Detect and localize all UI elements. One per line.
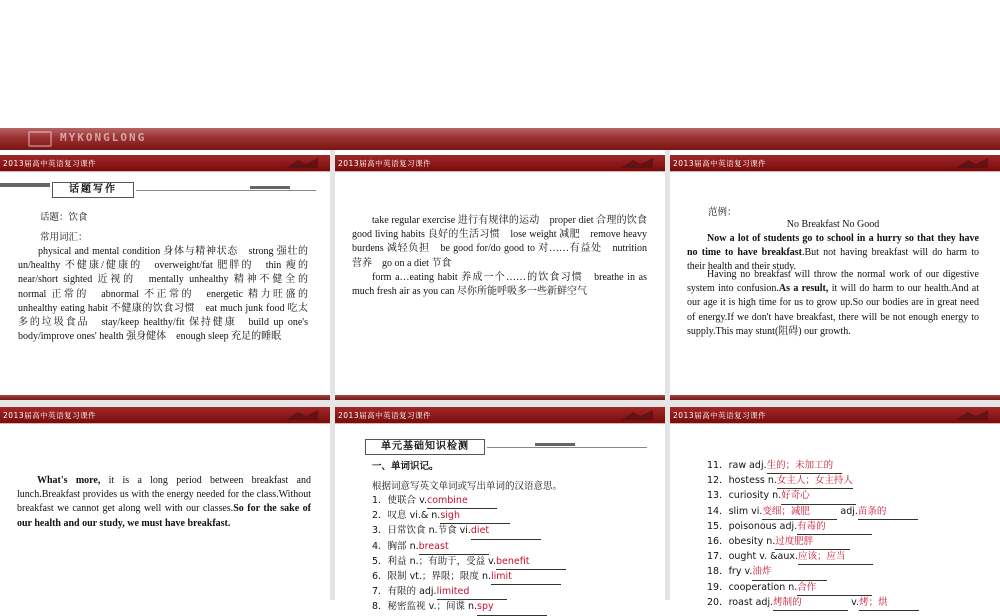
- question-text: 17．ought v. &aux.: [707, 551, 799, 563]
- answer-blank[interactable]: 油炸: [752, 565, 827, 580]
- question-text: 12．hostess n.: [707, 475, 777, 487]
- slide-header: [670, 407, 1000, 424]
- vocab-paragraph-2: form a…eating habit 养成一个……的饮食习惯 breathe in as much fresh air as you can 尽你所能呼吸多一些新鲜空气: [352, 272, 647, 298]
- answer-blank[interactable]: breast: [419, 540, 489, 555]
- question-text: 1．使联合 v.: [372, 495, 427, 506]
- emblem-icon: [619, 157, 655, 169]
- slide-sample-essay[interactable]: [670, 155, 1000, 395]
- row-divider: [0, 395, 1000, 407]
- question-row: [372, 540, 632, 555]
- answer-blank[interactable]: 烤；烘: [859, 596, 919, 611]
- question-row: [707, 550, 992, 565]
- question-text: adj.: [837, 505, 858, 517]
- question-text: 7．有限的 adj.: [372, 586, 437, 598]
- slide-header: [670, 155, 1000, 172]
- brand-name: MYKONGLONG: [60, 131, 147, 144]
- question-row: [372, 555, 632, 570]
- answer-blank[interactable]: spy: [477, 600, 547, 615]
- question-row: [372, 494, 632, 509]
- question-text: 2．叹息 vi.& n.: [372, 510, 441, 522]
- course-tag: 2013届高中英语复习课件: [3, 159, 97, 168]
- answer-blank[interactable]: 合作: [797, 581, 872, 596]
- question-row: [707, 474, 992, 489]
- essay-paragraph-2: Having no breakfast will throw the normal work of our digestive system into confusion.As a result, it will do harm to our health.And at our age it is high time for us to grow up.So our bodies are in great need of energy.If we don't have breakfast, there will be not enough energy to supply.This may stunt(阻碍) our growth.: [687, 269, 979, 337]
- vocab-paragraph-1: take regular exercise 进行有规律的运动 proper diet 合理的饮食 good living habits 良好的生活习惯 lose weight 减肥 remove heavy burdens 减轻负担 be good for/do good to 对……有益处 nutrition 营养 go on a diet 节食: [352, 215, 657, 269]
- question-row: [372, 524, 632, 539]
- question-text: 3．日常饮食 n.节食 vi.: [372, 525, 471, 537]
- question-list: [372, 494, 632, 616]
- slide-header: [335, 155, 665, 172]
- answer-blank[interactable]: combine: [427, 494, 497, 509]
- slide-vocab-continued[interactable]: [335, 155, 665, 395]
- emblem-icon: [954, 157, 990, 169]
- section-title: 单元基础知识检测: [365, 439, 485, 455]
- question-text: 5．利益 n.；有助于，受益 v.: [372, 555, 497, 567]
- question-row: [707, 505, 992, 520]
- emblem-icon: [954, 409, 990, 421]
- question-text: 18．fry v.: [707, 566, 753, 578]
- answer-blank[interactable]: 应该；应当: [798, 550, 873, 565]
- emblem-icon: [284, 409, 320, 421]
- question-row: [707, 581, 992, 596]
- essay-paragraph-3: What's more, it is a long period between breakfast and lunch.Breakfast provides us with the energy needed for the class.Without breakfast we cannot get along well with our classes.So for the sake of our health and our study, we must have breakfast.: [17, 475, 312, 529]
- course-tag: 2013届高中英语复习课件: [3, 411, 97, 420]
- answer-blank[interactable]: 生的；未加工的: [767, 459, 842, 474]
- question-text: 19．cooperation n.: [707, 581, 798, 593]
- topic-label: 话题：饮食: [40, 212, 88, 223]
- essay-title: No Breakfast No Good: [786, 219, 880, 230]
- answer-list: [707, 459, 992, 611]
- question-text: 8．秘密监视 v.；间谍 n.: [372, 601, 478, 613]
- section-title: 话题写作: [52, 182, 134, 198]
- question-text: 15．poisonous adj.: [707, 520, 798, 532]
- slide-header: [0, 155, 330, 172]
- question-text: 13．curiosity n.: [707, 490, 782, 502]
- emblem-icon: [284, 157, 320, 169]
- instruction: 根据词意写英文单词或写出单词的汉语意思。: [372, 481, 563, 492]
- emblem-icon: [619, 409, 655, 421]
- question-text: 4．胸部 n.: [372, 540, 419, 552]
- answer-blank[interactable]: 变细；减肥: [762, 505, 837, 520]
- answer-blank[interactable]: 好奇心: [781, 489, 856, 504]
- part-title: 一、单词识记。: [372, 461, 439, 472]
- slide-header: [335, 407, 665, 424]
- question-text: 20．roast adj.: [707, 596, 774, 608]
- question-row: [372, 570, 632, 585]
- question-text: v.: [848, 596, 860, 608]
- slide-vocab-answers[interactable]: [670, 407, 1000, 608]
- question-text: 16．obesity n.: [707, 536, 776, 548]
- slide-header: [0, 407, 330, 424]
- example-label: 范例：: [708, 207, 737, 218]
- question-row: [372, 509, 632, 524]
- answer-blank[interactable]: sigh: [440, 509, 510, 524]
- slide-vocab-test[interactable]: [335, 407, 665, 613]
- answer-blank[interactable]: limited: [437, 585, 507, 600]
- course-tag: 2013届高中英语复习课件: [673, 159, 767, 168]
- answer-blank[interactable]: benefit: [496, 555, 566, 570]
- question-row: [707, 459, 992, 474]
- question-row: [707, 596, 992, 611]
- answer-blank[interactable]: 有毒的: [797, 520, 872, 535]
- course-tag: 2013届高中英语复习课件: [338, 159, 432, 168]
- question-text: 14．slim vi.: [707, 505, 763, 517]
- question-row: [372, 600, 632, 615]
- answer-blank[interactable]: 过度肥胖: [775, 535, 850, 550]
- question-row: [707, 489, 992, 504]
- question-row: [707, 535, 992, 550]
- brand-logo-icon: [28, 131, 52, 147]
- essay-paragraph-1: Now a lot of students go to school in a hurry so that they have no time to have breakfast.But not having breakfast will do harm to their health and their study.: [687, 233, 979, 273]
- course-tag: 2013届高中英语复习课件: [338, 411, 432, 420]
- answer-blank[interactable]: 苗条的: [858, 505, 918, 520]
- question-text: 11．raw adj.: [707, 460, 767, 471]
- vocab-heading: 常用词汇：: [40, 232, 88, 243]
- answer-blank[interactable]: 女主人；女主持人: [777, 474, 853, 489]
- answer-blank[interactable]: limit: [491, 570, 561, 585]
- answer-blank[interactable]: diet: [471, 524, 541, 539]
- question-row: [707, 565, 992, 580]
- question-row: [372, 585, 632, 600]
- slide-essay-continued[interactable]: [0, 407, 330, 600]
- slide-topic-writing[interactable]: [0, 155, 330, 395]
- question-text: 6．限制 vt.；界限；限度 n.: [372, 571, 491, 583]
- course-tag: 2013届高中英语复习课件: [673, 411, 767, 420]
- vocab-list: physical and mental condition 身体与精神状态 strong 强壮的 un/healthy 不健康/健康的 overweight/fat 肥胖的 thin 瘦的 near/short sighted 近视的 mentally unhealthy 精神不健全的 normal 正常的 abnormal 不正常的 energetic 精力旺盛的 unhealthy eating habit 不健康的饮食习惯 eat much junk food 吃太多的垃圾食品 stay/keep healthy/fit 保持健康 build up one's body/improve ones' health 强身健体 enough sleep 充足的睡眠: [18, 246, 318, 343]
- question-row: [707, 520, 992, 535]
- answer-blank[interactable]: 烤制的: [773, 596, 848, 611]
- top-banner: [0, 128, 1000, 150]
